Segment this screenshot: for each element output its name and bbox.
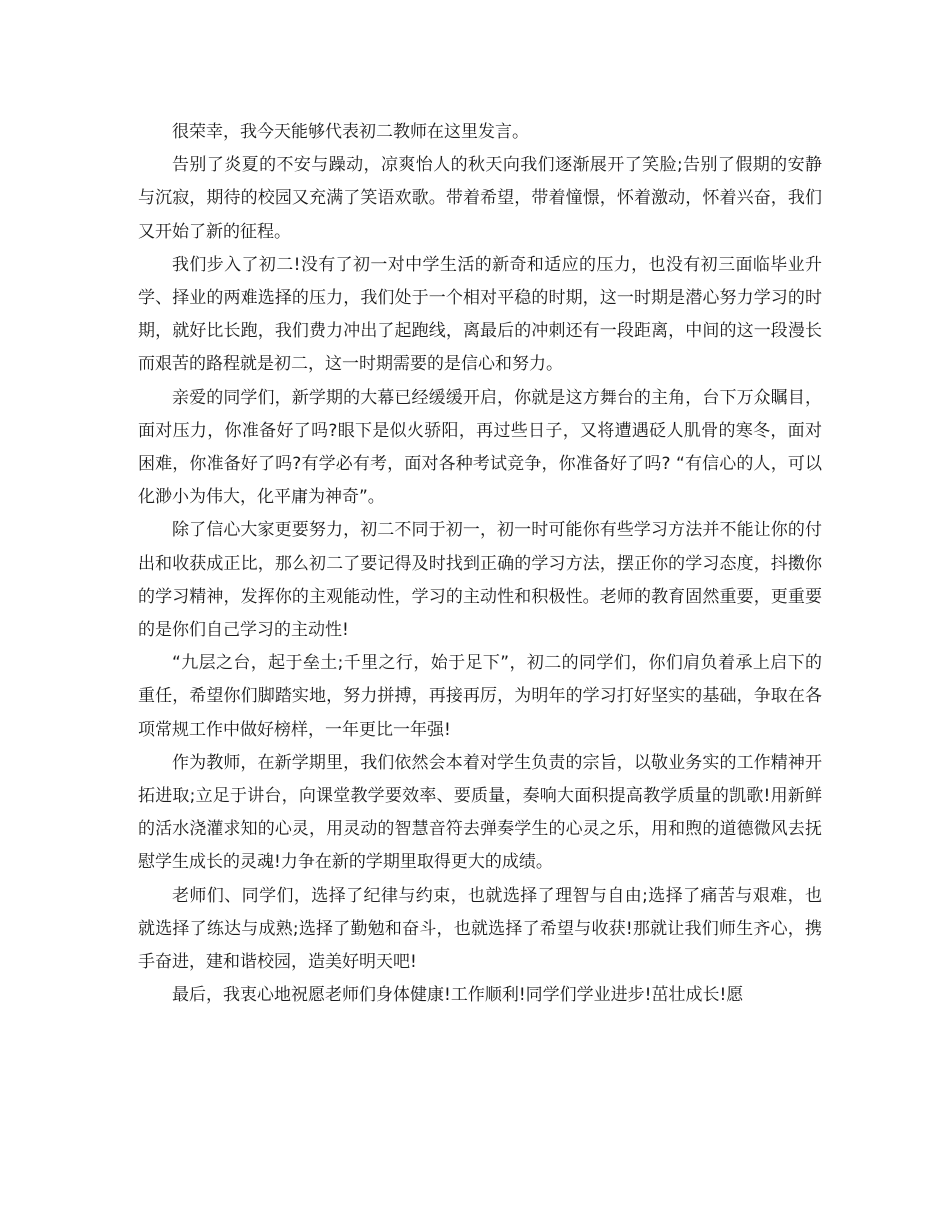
paragraph-6: “九层之台，起于垒土;千里之行，始于足下”，初二的同学们，你们肩负着承上启下的重任，希望你们脚踏实地，努力拼搏，再接再厉，为明年的学习打好坚实的基础，争取在各项常规工作中做好榜样，一年更比一年强! <box>138 653 822 740</box>
paragraph-2: 告别了炎夏的不安与躁动，凉爽怡人的秋天向我们逐渐展开了笑脸;告别了假期的安静与沉寂，期待的校园又充满了笑语欢歌。带着希望，带着憧憬，怀着激动，怀着兴奋，我们又开始了新的征程。 <box>138 155 822 242</box>
paragraph-8: 老师们、同学们，选择了纪律与约束，也就选择了理智与自由;选择了痛苦与艰难，也就选择了练达与成熟;选择了勤勉和奋斗，也就选择了希望与收获!那就让我们师生齐心，携手奋进，建和谐校园，造美好明天吧! <box>138 885 822 973</box>
paragraph-3: 我们步入了初二!没有了初一对中学生活的新奇和适应的压力，也没有初三面临毕业升学、择业的两难选择的压力，我们处于一个相对平稳的时期，这一时期是潜心努力学习的时期，就好比长跑，我们费力冲出了起跑线，离最后的冲刺还有一段距离，中间的这一段漫长而艰苦的路程就是初二，这一时期需要的是信心和努力。 <box>138 254 822 375</box>
paragraph-1: 很荣幸，我今天能够代表初二教师在这里发言。 <box>172 122 529 142</box>
paragraph-5: 除了信心大家更要努力，初二不同于初一，初一时可能你有些学习方法并不能让你的付出和收获成正比，那么初二了要记得及时找到正确的学习方法，摆正你的学习态度，抖擞你的学习精神，发挥你的主观能动性，学习的主动性和积极性。老师的教育固然重要，更重要的是你们自己学习的主动性! <box>138 520 822 641</box>
paragraph-9: 最后，我衷心地祝愿老师们身体健康!工作顺利!同学们学业进步!茁壮成长!愿 <box>172 985 744 1006</box>
paragraph-4: 亲爱的同学们，新学期的大幕已经缓缓开启，你就是这方舞台的主角，台下万众瞩目，面对压力，你准备好了吗?眼下是似火骄阳，再过些日子，又将遭遇砭人肌骨的寒冬，面对困难，你准备好了吗?有学必有考，面对各种考试竞争，你准备好了吗? “有信心的人，可以化渺小为伟大，化平庸为神奇”。 <box>138 387 822 508</box>
document-body <box>138 116 822 1012</box>
paragraph-7: 作为教师，在新学期里，我们依然会本着对学生负责的宗旨，以敬业务实的工作精神开拓进取;立足于讲台，向课堂教学要效率、要质量，奏响大面积提高教学质量的凯歌!用新鲜的活水浇灌求知的心灵，用灵动的智慧音符去弹奏学生的心灵之乐，用和煦的道德微风去抚慰学生成长的灵魂!力争在新的学期里取得更大的成绩。 <box>138 752 822 873</box>
